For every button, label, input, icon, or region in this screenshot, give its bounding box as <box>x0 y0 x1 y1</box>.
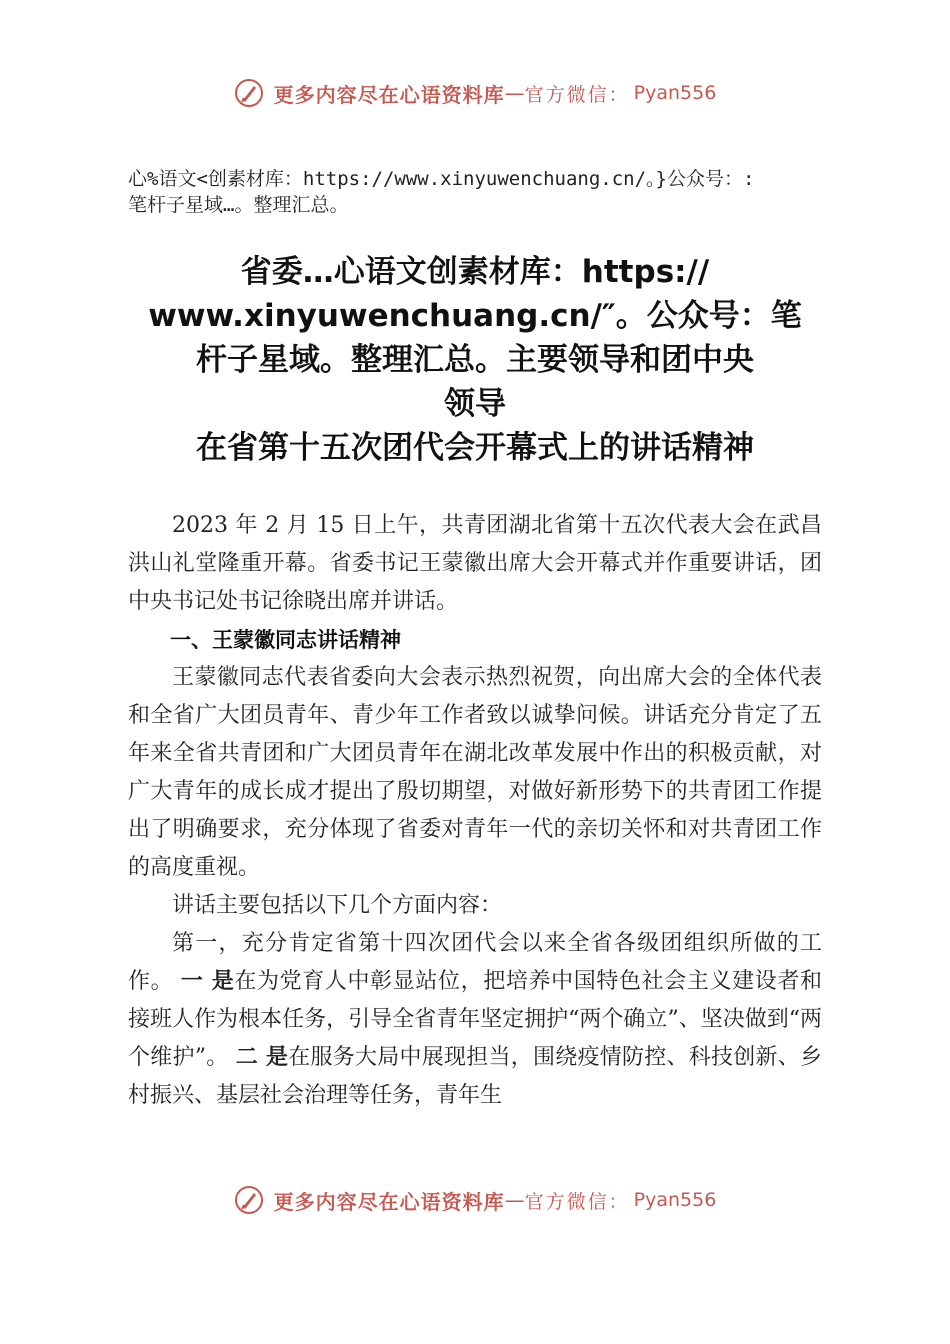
point-two-marker: 二 是 <box>235 1045 289 1070</box>
watermark-wechat-label: 官方微信： <box>524 83 630 106</box>
intro-paragraph: 2023 年 2 月 15 日上午，共青团湖北省第十五次代表大会在武昌洪山礼堂隆重开幕。省委书记王蒙徽出席大会开幕式并作重要讲话，团中央书记处书记徐晓出席并讲话。 <box>128 513 822 614</box>
watermark-separator: — <box>504 1188 525 1212</box>
source-note <box>128 166 828 218</box>
paragraph-2: 讲话主要包括以下几个方面内容： <box>172 893 503 918</box>
header-watermark <box>0 73 950 113</box>
feather-pen-logo-icon <box>234 78 264 108</box>
paragraph-3 <box>128 925 822 1115</box>
paragraph-1: 王蒙徽同志代表省委向大会表示热烈祝贺，向出席大会的全体代表和全省广大团员青年、青少年工作者致以诚挚问候。讲话充分肯定了五年来全省共青团和广大团员青年在湖北改革发展中作出的积极贡献，对广大青年的成长成才提出了殷切期望，对做好新形势下的共青团工作提出了明确要求，充分体现了省委对青年一代的亲切关怀和对共青团工作的高度重视。 <box>128 665 822 880</box>
watermark-wechat-label: 官方微信： <box>524 1190 630 1213</box>
point-one-text: 在为党育人中彰显站位，把培养中国特色社会主义建设者和接班人作为根本任务，引导全省青年坚定拥护“两个确立”、坚决做到“两个维护”。 <box>128 969 822 1070</box>
source-note-line-2: 笔杆子星域…。整理汇总。 <box>128 194 349 216</box>
watermark-text: 更多内容尽在心语资料库 <box>273 82 505 107</box>
point-two-text: 在服务大局中展现担当，围绕疫情防控、科技创新、乡村振兴、基层社会治理等任务，青年生 <box>128 1045 822 1108</box>
footer-watermark <box>0 1180 950 1220</box>
document-body <box>128 507 822 1115</box>
watermark-separator: — <box>504 81 525 105</box>
title-line-4: 领导 <box>444 386 506 422</box>
title-line-3: 杆子星域。整理汇总。主要领导和团中央 <box>196 342 754 378</box>
paragraph-3-lead: 第一，充分肯定省第十四次团代会以来全省各级团组织所做的工作。 <box>128 931 822 994</box>
document-title <box>128 250 822 470</box>
watermark-wechat-id: Pyan556 <box>633 1189 717 1211</box>
watermark-wechat-id: Pyan556 <box>633 82 717 104</box>
title-line-1: 省委…心语文创素材库：https:// <box>240 254 710 290</box>
source-note-line-1: 心%语文<创素材库：https://www.xinyuwenchuang.cn/。}公众号：: <box>128 168 755 190</box>
title-line-5: 在省第十五次团代会开幕式上的讲话精神 <box>196 430 754 466</box>
feather-pen-logo-icon <box>234 1185 264 1215</box>
section-heading-1: 一、王蒙徽同志讲话精神 <box>170 628 401 652</box>
point-one-marker: 一 是 <box>180 969 235 994</box>
watermark-text: 更多内容尽在心语资料库 <box>273 1189 505 1214</box>
title-line-2: www.xinyuwenchuang.cn/″。公众号：笔 <box>148 298 802 334</box>
